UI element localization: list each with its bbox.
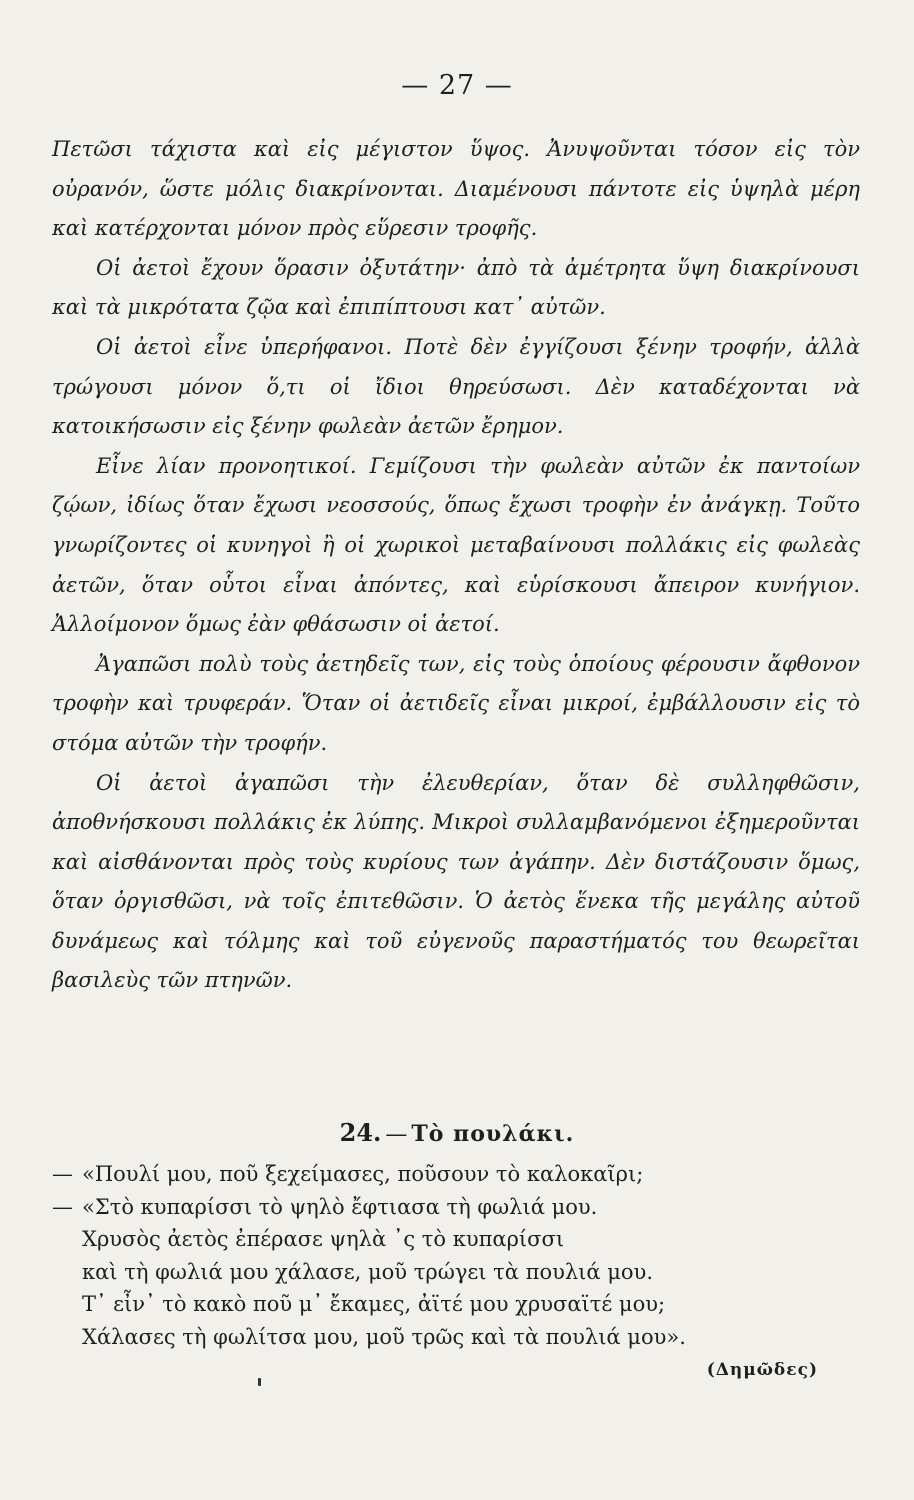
poem-line (52, 1223, 860, 1256)
line-text: Χάλασες τὴ φωλίτσα μου, μοῦ τρῶς καὶ τὰ πουλιά μου». (82, 1324, 686, 1349)
poem-line (52, 1288, 860, 1321)
prose-body (52, 130, 860, 1001)
poem-attribution: (Δημῶδες) (706, 1360, 818, 1380)
poem-line (52, 1158, 860, 1191)
paragraph: Πετῶσι τάχιστα καὶ εἰς μέγιστον ὕψος. Ἀνυψοῦνται τόσον εἰς τὸν οὐρανόν, ὥστε μόλις διακρίνονται. Διαμένουσι πάντοτε εἰς ὑψηλὰ μέρη καὶ κατέρχονται μόνον πρὸς εὕρεσιν τροφῆς. (52, 137, 860, 241)
paragraph: Οἱ ἀετοὶ ἔχουν ὅρασιν ὀξυτάτην· ἀπὸ τὰ ἀμέτρητα ὕψη διακρίνουσι καὶ τὰ μικρότατα ζῷα καὶ ἐπιπίπτουσι κατ᾽ αὐτῶν. (52, 255, 860, 320)
heading-dash: — (385, 1122, 408, 1147)
page-number: — 27 — (401, 70, 513, 101)
paragraph: Ἀγαπῶσι πολὺ τοὺς ἀετηδεῖς των, εἰς τοὺς ὁποίους φέρουσιν ἄφθονον τροφὴν καὶ τρυφεράν. Ὅταν οἱ ἀετιδεῖς εἶναι μικροί, ἐμβάλλουσιν εἰς τὸ στόμα αὐτῶν τὴν τροφήν. (52, 651, 860, 755)
line-dash: — (52, 1162, 73, 1186)
line-dash: — (52, 1194, 73, 1219)
poem-line (52, 1256, 860, 1289)
paragraph: Οἱ ἀετοὶ εἶνε ὑπερήφανοι. Ποτὲ δὲν ἐγγίζουσι ξένην τροφήν, ἀλλὰ τρώγουσι μόνον ὅ,τι οἱ ἴδιοι θηρεύσωσι. Δὲν καταδέχονται νὰ κατοικήσωσιν εἰς ξένην φωλεὰν ἀετῶν ἔρημον. (52, 334, 860, 439)
line-text: Τ᾽ εἶν᾽ τὸ κακὸ ποῦ μ᾽ ἔκαμες, ἀϊτέ μου χρυσαϊτέ μου; (82, 1292, 666, 1317)
poem-line (52, 1321, 860, 1354)
line-text: «Στὸ κυπαρίσσι τὸ ψηλὸ ἔφτιασα τὴ φωλιά μου. (82, 1194, 598, 1219)
paragraph: Εἶνε λίαν προνοητικοί. Γεμίζουσι τὴν φωλεὰν αὐτῶν ἐκ παντοίων ζῴων, ἰδίως ὅταν ἔχωσι νεοσσούς, ὅπως ἔχωσι τροφὴν ἐν ἀνάγκῃ. Τοῦτο γνωρίζοντες οἱ κυνηγοὶ ἢ οἱ χωρικοὶ μεταβαίνουσι πολλάκις εἰς φωλεὰς ἀετῶν, ὅταν οὗτοι εἶναι ἀπόντες, καὶ εὑρίσκουσι ἄπειρον κυνήγιον. Ἀλλοίμονον ὅμως ἐὰν φθάσωσιν οἱ ἀετοί. (52, 453, 860, 637)
line-text: «Πουλί μου, ποῦ ξεχείμασες, ποῦσουν τὸ καλοκαῖρι; (82, 1162, 644, 1186)
poem-line (52, 1191, 860, 1224)
line-text: Χρυσὸς ἀετὸς ἐπέρασε ψηλὰ ᾽ς τὸ κυπαρίσσι (82, 1227, 565, 1252)
line-text: καὶ τὴ φωλιά μου χάλασε, μοῦ τρώγει τὰ πουλιά μου. (82, 1259, 653, 1284)
poem-heading (0, 1118, 914, 1147)
poem-title: Τὸ πουλάκι. (411, 1121, 575, 1147)
paragraph: Οἱ ἀετοὶ ἀγαπῶσι τὴν ἐλευθερίαν, ὅταν δὲ συλληφθῶσιν, ἀποθνήσκουσι πολλάκις ἐκ λύπης. Μικροὶ συλλαμβανόμενοι ἐξημεροῦνται καὶ αἰσθάνονται πρὸς τοὺς κυρίους των ἀγάπην. Δὲν διστάζουσιν ὅμως, ὅταν ὀργισθῶσι, νὰ τοῖς ἐπιτεθῶσιν. Ὁ ἀετὸς ἕνεκα τῆς μεγάλης αὐτοῦ δυνάμεως καὶ τόλμης καὶ τοῦ εὐγενοῦς παραστήματός του θεωρεῖται βασιλεὺς τῶν πτηνῶν. (52, 770, 860, 993)
poem-body (52, 1158, 860, 1354)
poem-number: 24. (339, 1118, 382, 1147)
print-mark (258, 1378, 261, 1386)
